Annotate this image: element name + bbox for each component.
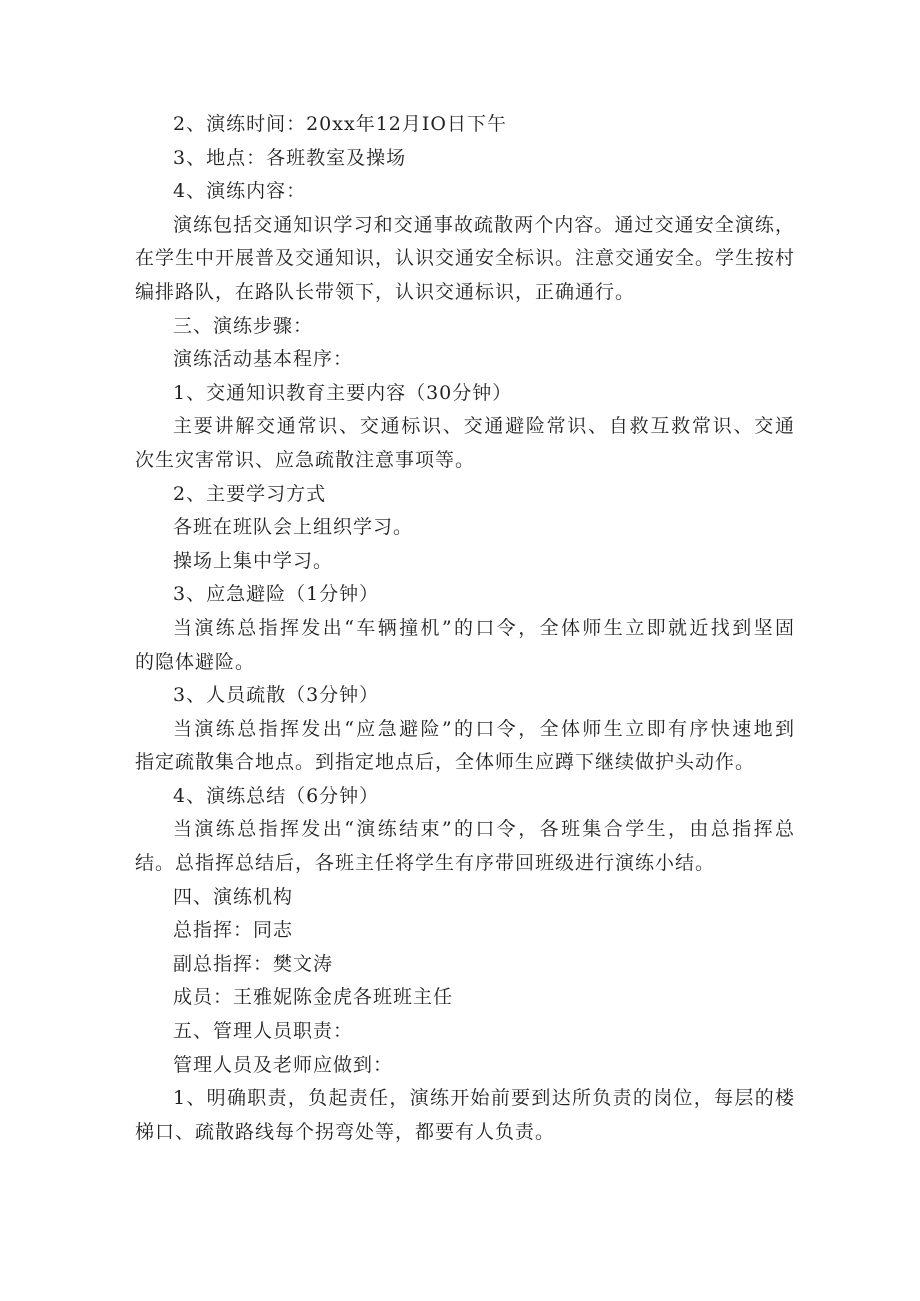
step-heading: 3、人员疏散（3分钟）	[173, 684, 380, 707]
paragraph-line: 操场上集中学习。	[173, 549, 334, 572]
section-heading-organization: 四、演练机构	[173, 885, 294, 908]
paragraph-line: 指定疏散集合地点。到指定地点后，全体师生应蹲下继续做护头动作。	[135, 751, 756, 774]
step-heading: 3、应急避险（1分钟）	[173, 583, 380, 606]
members-line: 成员：王雅妮陈金虎各班班主任	[173, 986, 454, 1009]
step-heading: 4、演练总结（6分钟）	[173, 784, 380, 807]
paragraph-line: 编排路队，在路队长带领下，认识交通标识，正确通行。	[135, 280, 636, 303]
paragraph-line: 1、明确职责，负起责任，演练开始前要到达所负责的岗位，每层的楼	[173, 1087, 795, 1110]
drill-content-heading: 4、演练内容：	[173, 180, 307, 203]
paragraph-line: 结。总指挥总结后，各班主任将学生有序带回班级进行演练小结。	[135, 852, 716, 875]
paragraph-line: 梯口、疏散路线每个拐弯处等，都要有人负责。	[135, 1120, 556, 1143]
paragraph-line: 当演练总指挥发出“车辆撞机”的口令，全体师生立即就近找到坚固	[173, 616, 795, 639]
section-heading-duties: 五、管理人员职责：	[173, 1020, 354, 1043]
paragraph-line: 当演练总指挥发出“演练结束”的口令，各班集合学生，由总指挥总	[173, 818, 795, 841]
section-heading-steps: 三、演练步骤：	[173, 314, 314, 337]
drill-time: 2、演练时间：20xx年12月IO日下午	[173, 113, 507, 135]
commander-line: 总指挥：同志	[173, 919, 294, 942]
paragraph-line: 的隐体避险。	[135, 650, 256, 673]
drill-location: 3、地点：各班教室及操场	[173, 146, 407, 169]
step-heading: 1、交通知识教育主要内容（30分钟）	[173, 381, 513, 404]
paragraph-line: 次生灾害常识、应急疏散注意事项等。	[135, 448, 476, 471]
paragraph-line: 主要讲解交通常识、交通标识、交通避险常识、自救互救常识、交通	[173, 415, 795, 438]
document-body	[135, 108, 795, 1149]
paragraph-line: 各班在班队会上组织学习。	[173, 516, 414, 539]
duties-intro: 管理人员及老师应做到：	[173, 1053, 394, 1076]
procedure-heading: 演练活动基本程序：	[173, 348, 354, 371]
deputy-commander-line: 副总指挥：樊文涛	[173, 952, 334, 975]
paragraph-line: 当演练总指挥发出“应急避险”的口令，全体师生立即有序快速地到	[173, 717, 795, 740]
step-heading: 2、主要学习方式	[173, 482, 327, 505]
paragraph-line: 在学生中开展普及交通知识，认识交通安全标识。注意交通安全。学生按村	[135, 247, 796, 270]
paragraph-line: 演练包括交通知识学习和交通事故疏散两个内容。通过交通安全演练，	[173, 213, 795, 236]
